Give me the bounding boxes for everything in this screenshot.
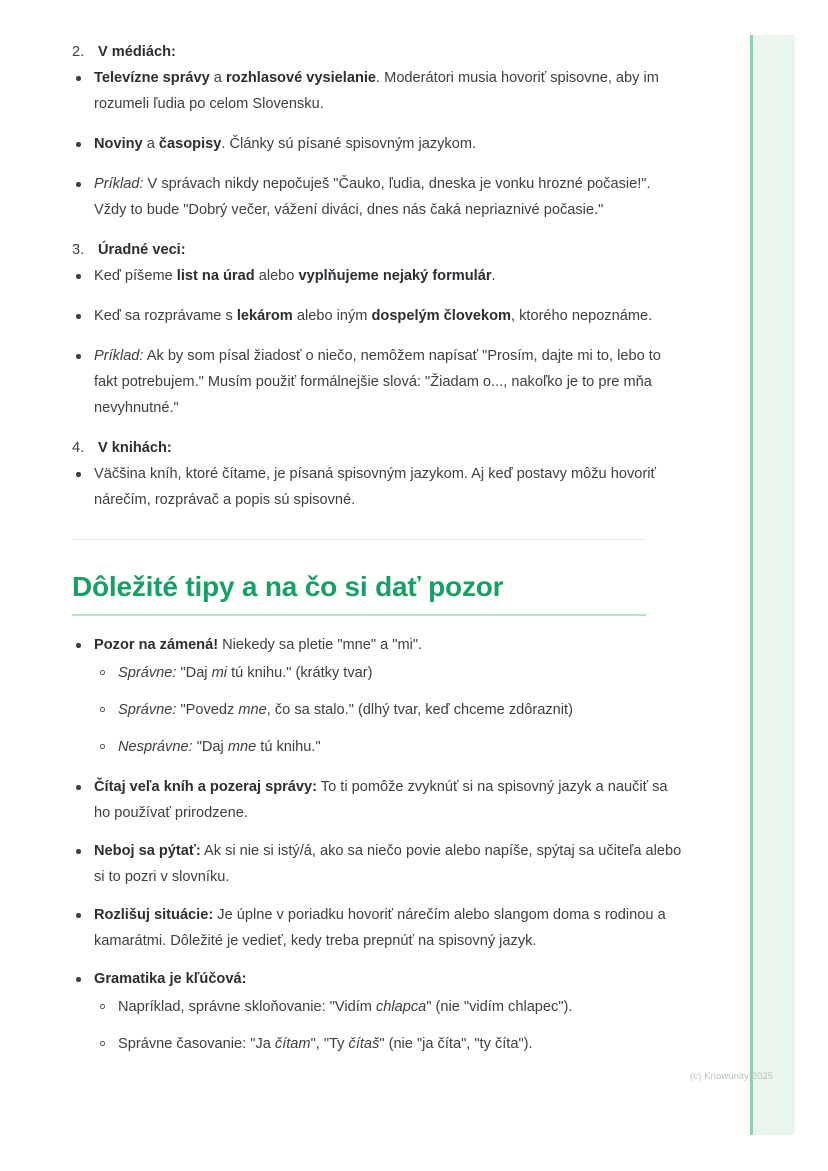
section-number-4: 4. <box>72 440 85 456</box>
correctness-label: Správne: <box>118 665 177 681</box>
bold-text: dospelým človekom <box>371 308 511 324</box>
right-green-rule <box>750 35 753 1135</box>
bold-text: Noviny <box>94 136 143 152</box>
plain-text: a <box>209 70 226 86</box>
emphasis-word: čítam <box>274 1036 311 1052</box>
section-4-list <box>72 461 682 513</box>
list-item <box>72 263 682 289</box>
document-content <box>34 35 750 1135</box>
list-item <box>72 838 682 890</box>
list-item <box>94 994 682 1020</box>
tips-sublist <box>94 660 682 760</box>
bold-text: Neboj sa pýtať: <box>94 843 201 859</box>
plain-text: Väčšina kníh, ktoré čítame, je písaná spisovným jazykom. Aj keď postavy môžu hovoriť nárečím, rozprávač a popis sú spisovné. <box>94 466 656 508</box>
bold-text: Televízne správy <box>94 70 210 86</box>
plain-text: tú knihu." (krátky tvar) <box>227 665 373 681</box>
plain-text: Správne časovanie: "Ja <box>118 1036 275 1052</box>
list-item <box>72 303 682 329</box>
plain-text: Ak by som písal žiadosť o niečo, nemôžem napísať "Prosím, dajte mi to, lebo to fakt potrebujem." Musím použiť formálnejšie slová: "Žiadam o..., nakoľko je to pre mňa nevyhnutné." <box>94 348 661 416</box>
right-green-panel <box>750 35 795 1135</box>
plain-text: . Články sú písané spisovným jazykom. <box>221 136 477 152</box>
plain-text: "Daj <box>192 739 228 755</box>
section-3-list <box>72 263 682 421</box>
plain-text: Ak si nie si istý/á, ako sa niečo povie alebo napíše, spýtaj sa učiteľa alebo si to pozri v slovníku. <box>94 843 682 885</box>
example-label: Príklad: <box>94 176 144 192</box>
section-heading-4 <box>72 435 682 461</box>
plain-text: tú knihu." <box>256 739 321 755</box>
emphasis-word: mi <box>211 665 228 681</box>
plain-text: . Moderátori musia hovoriť spisovne, aby im rozumeli ľudia po celom Slovensku. <box>94 70 659 112</box>
bold-text: list na úrad <box>176 268 255 284</box>
list-item <box>72 65 682 117</box>
list-item <box>72 632 682 760</box>
plain-text: ", "Ty <box>310 1036 349 1052</box>
emphasis-word: čítaš <box>348 1036 380 1052</box>
correctness-label: Nesprávne: <box>118 739 193 755</box>
document-body <box>72 35 682 1069</box>
plain-text: alebo iným <box>292 308 372 324</box>
list-item <box>72 966 682 1057</box>
bold-text: Pozor na zámená! <box>94 637 219 653</box>
plain-text: a <box>142 136 159 152</box>
plain-text: . <box>491 268 496 284</box>
section-title-4: V knihách: <box>98 440 172 456</box>
plain-text: To ti pomôže zvyknúť si na spisovný jazyk a naučiť sa ho používať prirodzene. <box>94 779 668 821</box>
section-2-list <box>72 65 682 223</box>
plain-text: Napríklad, správne skloňovanie: "Vidím <box>118 999 376 1015</box>
list-item <box>94 697 682 723</box>
emphasis-word: chlapca <box>376 999 427 1015</box>
list-item <box>94 1031 682 1057</box>
plain-text: , čo sa stalo." (dlhý tvar, keď chceme zdôraznit) <box>266 702 573 718</box>
list-item <box>94 734 682 760</box>
tips-list <box>72 632 682 1057</box>
plain-text: V správach nikdy nepočuješ "Čauko, ľudia, dneska je vonku hrozné počasie!". Vždy to bude "Dobrý večer, vážení diváci, dnes nás čaká nepriaznivé počasie." <box>94 176 651 218</box>
list-item <box>72 131 682 157</box>
emphasis-word: mne <box>238 702 267 718</box>
plain-text: " (nie "vidím chlapec"). <box>426 999 573 1015</box>
section-title-3: Úradné veci: <box>98 242 186 258</box>
list-item-example <box>72 343 682 421</box>
section-number-2: 2. <box>72 44 85 60</box>
bold-text: rozhlasové vysielanie <box>225 70 377 86</box>
plain-text: alebo <box>254 268 299 284</box>
tips-sublist <box>94 994 682 1057</box>
bold-text: Rozlišuj situácie: <box>94 907 214 923</box>
list-item <box>72 902 682 954</box>
page-title: Dôležité tipy a na čo si dať pozor <box>72 571 504 602</box>
plain-text: Keď píšeme <box>94 268 177 284</box>
example-label: Príklad: <box>94 348 144 364</box>
list-item-example <box>72 171 682 223</box>
plain-text: "Povedz <box>176 702 239 718</box>
title-underline <box>72 614 646 616</box>
section-heading-2 <box>72 39 682 65</box>
plain-text: , ktorého nepoznáme. <box>511 308 653 324</box>
section-heading-3 <box>72 237 682 263</box>
section-title-2: V médiách: <box>98 44 176 60</box>
bold-text: lekárom <box>236 308 293 324</box>
list-item <box>72 461 682 513</box>
plain-text: "Daj <box>176 665 212 681</box>
plain-text: " (nie "ja číta", "ty číta"). <box>379 1036 533 1052</box>
section-divider <box>72 539 646 540</box>
list-item <box>94 660 682 686</box>
bold-text: časopisy <box>158 136 222 152</box>
plain-text: Niekedy sa pletie "mne" a "mi". <box>218 637 423 653</box>
correctness-label: Správne: <box>118 702 177 718</box>
plain-text: Keď sa rozprávame s <box>94 308 237 324</box>
list-item <box>72 774 682 826</box>
plain-text: Je úplne v poriadku hovoriť nárečím alebo slangom doma s rodinou a kamarátmi. Dôležité je vedieť, kedy treba prepnúť na spisovný jazyk. <box>94 907 666 949</box>
copyright-watermark: (c) Knowunity 2025 <box>690 1071 774 1082</box>
bold-text: Gramatika je kľúčová: <box>94 971 247 987</box>
bold-text: Čítaj veľa kníh a pozeraj správy: <box>94 779 317 795</box>
bold-text: vyplňujeme nejaký formulár <box>298 268 492 284</box>
section-number-3: 3. <box>72 242 85 258</box>
emphasis-word: mne <box>227 739 257 755</box>
